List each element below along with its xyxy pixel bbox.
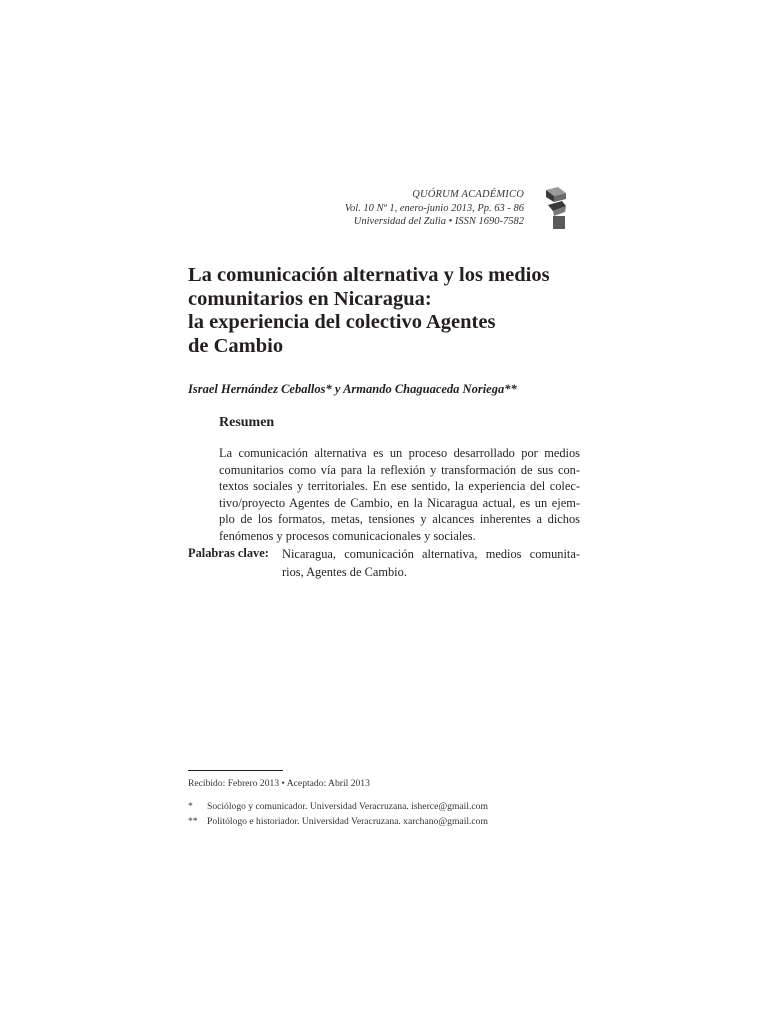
keywords-line: Nicaragua, comunicación alternativa, medios comunita- [282,547,580,561]
journal-volume: Vol. 10 Nº 1, enero-junio 2013, Pp. 63 - 86 [344,202,524,214]
footnote-divider [188,770,283,771]
abstract-line: plo de los formatos, metas, tensiones y alcances inherentes a dichos [219,512,580,527]
title-line: la experiencia del colectivo Agentes [188,311,496,333]
abstract-line: tivo/proyecto Agentes de Cambio, en la Nicaragua actual, es un ejem- [219,495,580,510]
footnote-text: Politólogo e historiador. Universidad Veracruzana. xarchano@gmail.com [207,816,488,827]
footnote [188,801,488,812]
footnote-text: Sociólogo y comunicador. Universidad Veracruzana. isherce@gmail.com [207,801,488,812]
abstract-line: textos sociales y territoriales. En ese sentido, la experiencia del colec- [219,479,580,494]
title-line: La comunicación alternativa y los medios [188,264,550,286]
title-line: de Cambio [188,334,284,357]
abstract-line: La comunicación alternativa es un proceso desarrollado por medios [219,446,580,460]
keywords-line: rios, Agentes de Cambio. [282,564,407,579]
journal-header [345,188,524,229]
received-dates: Recibido: Febrero 2013 • Aceptado: Abril 2013 [188,778,370,789]
footnote-mark: ** [188,816,198,827]
abstract-text [219,445,580,545]
keywords-text [282,546,580,581]
abstract-line: fenómenos y procesos comunicacionales y sociales. [219,528,476,543]
journal-logo-icon [544,186,568,230]
footnote [188,816,488,827]
keywords-label: Palabras clave: [188,546,269,560]
journal-name: QUÓRUM ACADÉMICO [412,189,524,200]
abstract-heading: Resumen [219,415,275,430]
abstract-line: comunitarios como vía para la reflexión y transformación de sus con- [219,462,580,477]
article-title [188,264,608,358]
footnote-mark: * [188,801,193,812]
article-authors: Israel Hernández Ceballos* y Armando Chaguaceda Noriega** [188,382,517,396]
title-line: comunitarios en Nicaragua: [188,287,432,310]
journal-university: Universidad del Zulia • ISSN 1690-7582 [353,216,524,227]
